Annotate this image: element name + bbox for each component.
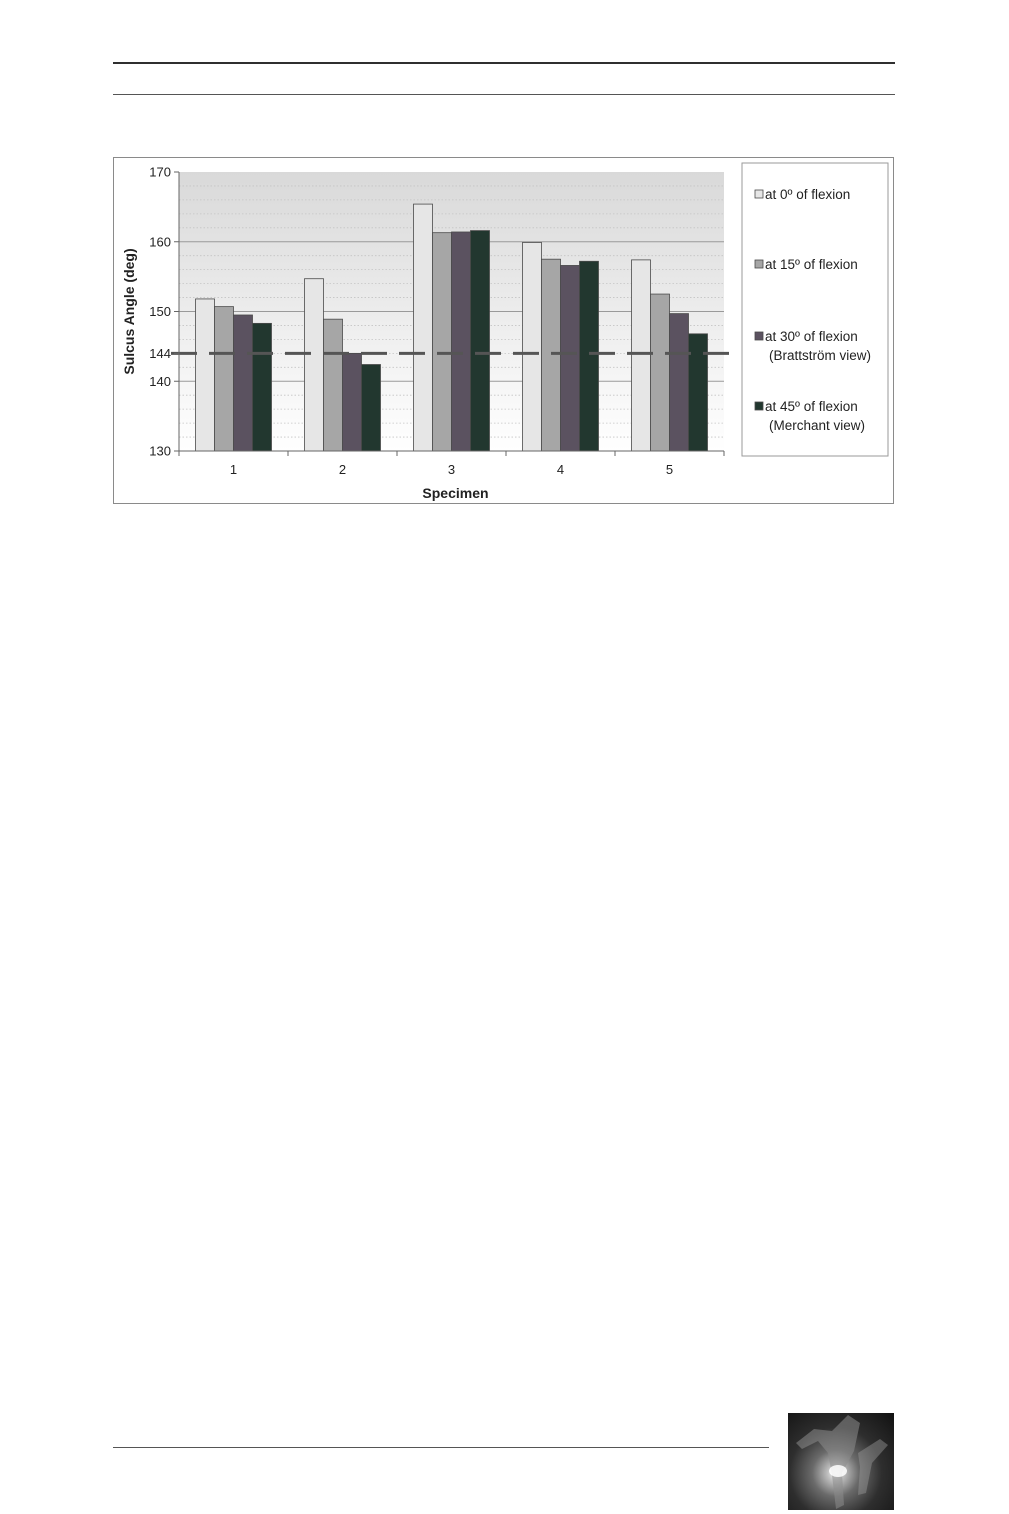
bar-1-series-1 [196, 299, 215, 451]
legend-swatch-2 [755, 260, 763, 268]
knee-anatomy-image [788, 1413, 894, 1510]
header-rule-thick [113, 62, 895, 64]
x-tick-label: 3 [447, 462, 456, 477]
bar-2-series-2 [324, 319, 343, 451]
bar-1-series-3 [234, 315, 253, 451]
x-axis-title: Specimen [422, 485, 489, 501]
bar-5-series-2 [651, 294, 670, 451]
bar-2-series-4 [362, 365, 381, 451]
bar-4-series-2 [542, 259, 561, 451]
leg-silhouette-icon [788, 1413, 894, 1510]
legend-label-1: at 0º of flexion [765, 187, 851, 202]
chart-frame [113, 157, 894, 504]
x-tick-label: 5 [665, 462, 674, 477]
x-tick-label: 1 [229, 462, 238, 477]
sulcus-angle-chart [114, 158, 893, 503]
legend-label-2: at 15º of flexion [765, 257, 858, 272]
legend-label-3: at 30º of flexion [765, 329, 858, 344]
y-axis-title: Sulcus Angle (deg) [121, 248, 137, 375]
bar-1-series-2 [215, 307, 234, 451]
legend [742, 163, 888, 456]
bar-3-series-1 [414, 204, 433, 451]
y-tick-label: 160 [149, 234, 171, 250]
footer-rule [113, 1447, 769, 1448]
legend-label-4: (Merchant view) [769, 418, 866, 433]
bar-5-series-3 [670, 314, 689, 451]
x-tick-label: 4 [556, 462, 565, 477]
bar-1-series-4 [253, 323, 272, 451]
bar-4-series-1 [523, 242, 542, 451]
y-tick-label: 144 [149, 345, 171, 361]
legend-label-3: (Brattström view) [769, 348, 872, 363]
y-tick-label: 150 [149, 304, 171, 319]
x-tick-label: 2 [338, 462, 347, 477]
bar-4-series-3 [561, 265, 580, 451]
bar-5-series-4 [689, 334, 708, 451]
bar-5-series-1 [632, 260, 651, 451]
y-tick-label: 140 [149, 373, 171, 389]
legend-swatch-1 [755, 190, 763, 198]
y-tick-label: 170 [149, 164, 171, 180]
bar-3-series-4 [471, 231, 490, 451]
bar-2-series-1 [305, 279, 324, 451]
bar-2-series-3 [343, 353, 362, 451]
bar-3-series-3 [452, 232, 471, 451]
bar-4-series-4 [580, 261, 599, 451]
bar-3-series-2 [433, 233, 452, 451]
header-rule-thin [113, 94, 895, 95]
legend-swatch-3 [755, 332, 763, 340]
legend-swatch-4 [755, 402, 763, 410]
y-tick-label: 130 [149, 443, 171, 459]
legend-label-4: at 45º of flexion [765, 399, 858, 414]
